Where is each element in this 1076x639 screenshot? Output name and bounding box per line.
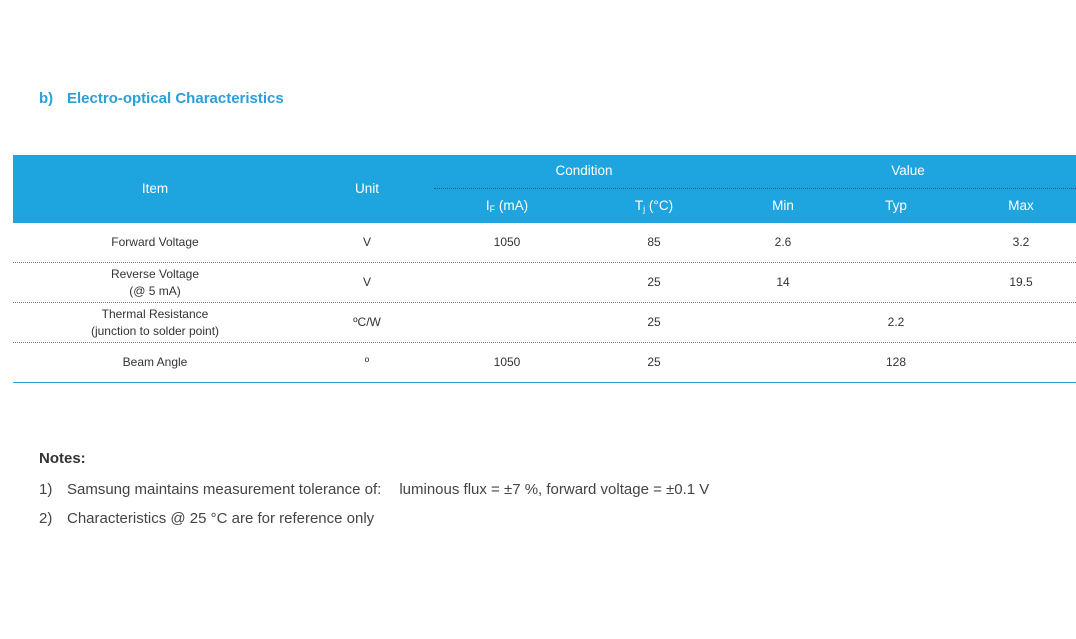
row-min: 14 bbox=[776, 275, 790, 289]
row-if bbox=[457, 303, 557, 342]
header-value: Value bbox=[891, 163, 925, 178]
table-row bbox=[13, 263, 1076, 303]
electro-optical-table bbox=[13, 155, 1076, 383]
note-number: 1) bbox=[39, 481, 53, 498]
header-min: Min bbox=[772, 198, 794, 213]
row-item-label: Beam Angle bbox=[122, 355, 188, 369]
header-item: Item bbox=[141, 181, 169, 196]
row-item-label: Forward Voltage bbox=[111, 235, 199, 249]
table-row bbox=[13, 343, 1076, 383]
row-tj: 25 bbox=[647, 315, 661, 329]
row-if: 1050 bbox=[493, 235, 521, 249]
row-tj: 25 bbox=[647, 275, 661, 289]
row-max bbox=[971, 343, 1071, 382]
row-typ: 2.2 bbox=[887, 315, 905, 329]
notes-section bbox=[39, 450, 709, 539]
table-row bbox=[13, 303, 1076, 343]
header-tj-symbol: T bbox=[634, 198, 644, 213]
section-marker: b) bbox=[39, 90, 54, 107]
row-unit: º bbox=[364, 355, 370, 369]
row-item-sublabel: (junction to solder point) bbox=[90, 323, 220, 338]
header-tj-subscript: j bbox=[643, 204, 646, 214]
row-max bbox=[971, 303, 1071, 342]
note-text: Characteristics @ 25 °C are for reference only bbox=[67, 510, 375, 527]
header-condition: Condition bbox=[555, 163, 613, 178]
header-typ: Typ bbox=[885, 198, 907, 213]
row-if: 1050 bbox=[493, 355, 521, 369]
header-if-subscript: F bbox=[489, 204, 496, 214]
row-item bbox=[75, 223, 235, 262]
row-item-sublabel: (@ 5 mA) bbox=[129, 283, 181, 298]
row-item bbox=[75, 263, 235, 302]
row-item bbox=[75, 303, 235, 342]
row-unit: ºC/W bbox=[353, 315, 381, 329]
row-max: 3.2 bbox=[1012, 235, 1030, 249]
table-header bbox=[13, 155, 1076, 223]
header-tj bbox=[604, 198, 704, 214]
section-heading bbox=[39, 90, 284, 107]
note-text: Samsung maintains measurement tolerance of: bbox=[67, 481, 382, 498]
row-max: 19.5 bbox=[1009, 275, 1033, 289]
row-tj: 85 bbox=[647, 235, 661, 249]
row-item-label: Reverse Voltage bbox=[110, 266, 200, 281]
note-item bbox=[39, 510, 709, 527]
row-min: 2.6 bbox=[774, 235, 792, 249]
row-typ bbox=[846, 263, 946, 302]
row-if bbox=[457, 263, 557, 302]
row-min bbox=[733, 343, 833, 382]
header-max: Max bbox=[1008, 198, 1034, 213]
row-typ bbox=[846, 223, 946, 262]
header-unit: Unit bbox=[354, 181, 379, 196]
note-number: 2) bbox=[39, 510, 53, 527]
header-tj-unit: (°C) bbox=[645, 198, 674, 213]
row-item-label: Thermal Resistance bbox=[101, 306, 209, 321]
note-item bbox=[39, 481, 709, 498]
header-if-symbol: I bbox=[485, 198, 490, 213]
header-if-unit: (mA) bbox=[495, 198, 529, 213]
note-detail: luminous flux = ±7 %, forward voltage = ±0.1 V bbox=[399, 481, 710, 498]
row-typ: 128 bbox=[885, 355, 907, 369]
row-unit: V bbox=[362, 235, 371, 249]
row-min bbox=[733, 303, 833, 342]
notes-title: Notes: bbox=[39, 450, 86, 467]
section-title: Electro-optical Characteristics bbox=[67, 90, 284, 107]
row-tj: 25 bbox=[647, 355, 661, 369]
header-if bbox=[457, 198, 557, 214]
header-divider bbox=[434, 188, 1076, 189]
table-row bbox=[13, 223, 1076, 263]
row-item bbox=[75, 343, 235, 382]
row-unit: V bbox=[362, 275, 371, 289]
